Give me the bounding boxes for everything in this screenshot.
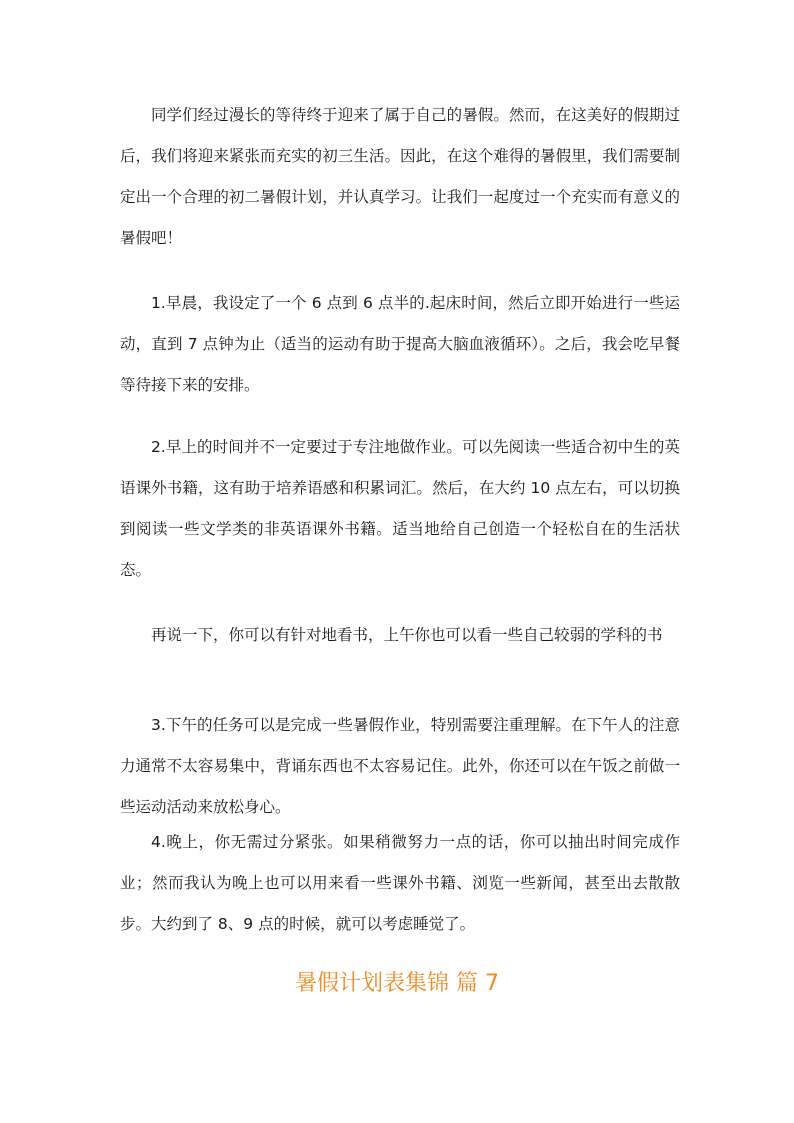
paragraph-note: 再说一下，你可以有针对地看书，上午你也可以看一些自己较弱的学科的书 <box>151 626 663 644</box>
paragraph-morning: 1.早晨，我设定了一个 6 点到 6 点半的.起床时间，然后立即开始进行一些运动，直到 7 点钟为止（适当的运动有助于提高大脑血液循环）。之后，我会吃早餐等待接下来的安排。 <box>120 294 680 394</box>
paragraph-evening: 4.晚上，你无需过分紧张。如果稍微努力一点的话，你可以抽出时间完成作业；然而我认为晚上也可以用来看一些课外书籍、浏览一些新闻，甚至出去散散步。大约到了 8、9 点的时候，就可以考虑睡觉了。 <box>120 833 680 933</box>
paragraph-afternoon: 3.下午的任务可以是完成一些暑假作业，特别需要注重理解。在下午人的注意力通常不太容易集中，背诵东西也不太容易记住。此外，你还可以在午饭之前做一些运动活动来放松身心。 <box>120 716 680 816</box>
section-heading: 暑假计划表集锦 篇 7 <box>295 971 499 996</box>
paragraph-intro: 同学们经过漫长的等待终于迎来了属于自己的暑假。然而，在这美好的假期过后，我们将迎来紧张而充实的初三生活。因此，在这个难得的暑假里，我们需要制定出一个合理的初二暑假计划，并认真学习。让我们一起度过一个充实而有意义的暑假吧！ <box>120 106 680 247</box>
paragraph-forenoon: 2.早上的时间并不一定要过于专注地做作业。可以先阅读一些适合初中生的英语课外书籍，这有助于培养语感和积累词汇。然后，在大约 10 点左右，可以切换到阅读一些文学类的非英语课外书籍。适当地给自己创造一个轻松自在的生活状态。 <box>120 438 680 579</box>
